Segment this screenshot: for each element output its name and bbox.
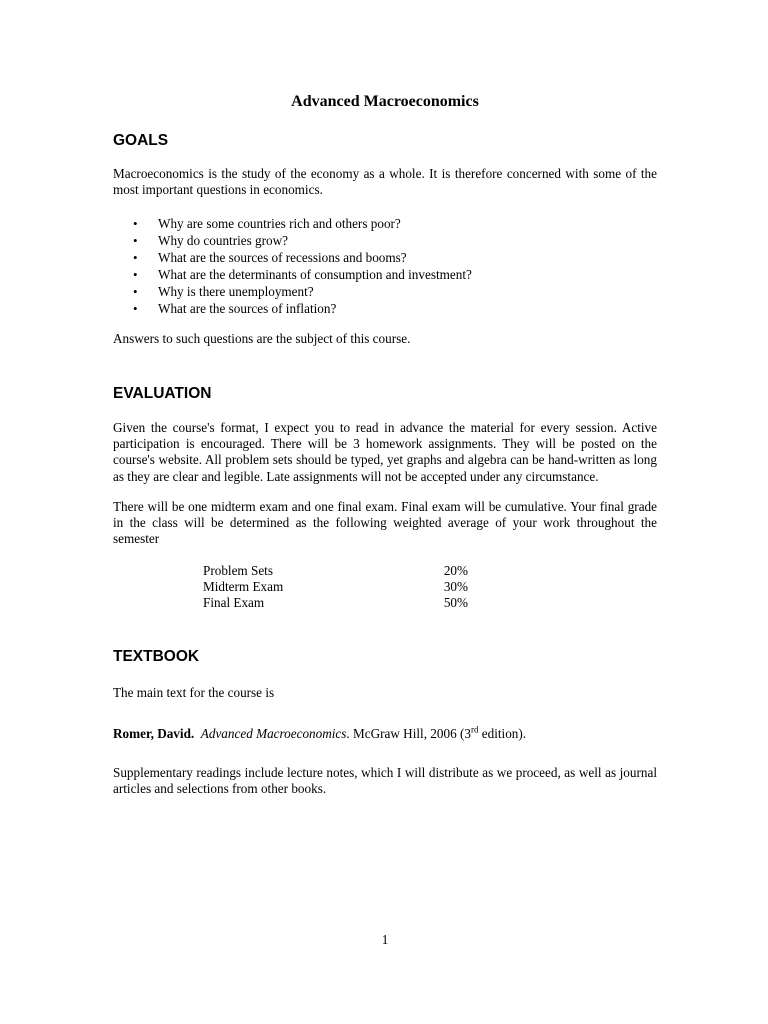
list-item — [113, 283, 472, 300]
bullet-icon: • — [133, 216, 138, 231]
list-item — [113, 215, 472, 232]
textbook-heading: TEXTBOOK — [113, 648, 200, 665]
reference-edition-superscript: rd — [470, 724, 479, 735]
list-item — [113, 266, 472, 283]
grade-weights-table — [203, 563, 503, 611]
grade-component-label: Midterm Exam — [203, 579, 284, 594]
table-row — [203, 595, 503, 611]
reference-author: Romer, David. — [113, 726, 195, 741]
bullet-icon: • — [133, 284, 138, 299]
table-row — [203, 579, 503, 595]
goals-question-list — [113, 215, 472, 317]
question-text: Why is there unemployment? — [158, 284, 314, 299]
grade-component-weight: 50% — [443, 595, 468, 610]
table-row — [203, 563, 503, 579]
evaluation-paragraph-1: Given the course's format, I expect you to read in advance the material for every session. Active participation is encouraged. There will be 3 homework assignments. They will be posted on the course's website. All problem sets should be typed, yet graphs and algebra can be hand-written as long as they are clear and legible. Late assignments will not be accepted under any circumstance. — [113, 420, 657, 484]
question-text: Why are some countries rich and others poor? — [158, 216, 401, 231]
question-text: What are the determinants of consumption and investment? — [158, 267, 472, 282]
goals-intro-paragraph: Macroeconomics is the study of the economy as a whole. It is therefore concerned with some of the most important questions in economics. — [113, 166, 657, 198]
list-item — [113, 300, 472, 317]
bullet-icon: • — [133, 250, 138, 265]
bullet-icon: • — [133, 267, 138, 282]
question-text: What are the sources of recessions and booms? — [158, 250, 407, 265]
supplementary-readings-paragraph: Supplementary readings include lecture notes, which I will distribute as we proceed, as well as journal articles and selections from other books. — [113, 765, 657, 797]
page-number: 1 — [381, 932, 389, 947]
reference-publisher: . McGraw Hill, 2006 (3 — [346, 726, 471, 741]
evaluation-heading: EVALUATION — [113, 385, 212, 402]
textbook-reference — [113, 726, 657, 742]
reference-title: Advanced Macroeconomics — [200, 726, 347, 741]
goals-heading: GOALS — [113, 132, 169, 149]
question-text: What are the sources of inflation? — [158, 301, 337, 316]
grade-component-label: Final Exam — [203, 595, 265, 610]
document-title: Advanced Macroeconomics — [291, 93, 479, 110]
grade-component-weight: 30% — [443, 579, 468, 594]
list-item — [113, 232, 472, 249]
grade-component-label: Problem Sets — [203, 563, 273, 578]
question-text: Why do countries grow? — [158, 233, 289, 248]
reference-edition-suffix: edition). — [478, 726, 527, 741]
evaluation-paragraph-2: There will be one midterm exam and one final exam. Final exam will be cumulative. Your final grade in the class will be determined as the following weighted average of your work throughout the semester — [113, 499, 657, 547]
list-item — [113, 249, 472, 266]
bullet-icon: • — [133, 233, 138, 248]
bullet-icon: • — [133, 301, 138, 316]
goals-closing-paragraph: Answers to such questions are the subject of this course. — [113, 331, 411, 346]
grade-component-weight: 20% — [443, 563, 468, 578]
textbook-intro: The main text for the course is — [113, 685, 275, 700]
